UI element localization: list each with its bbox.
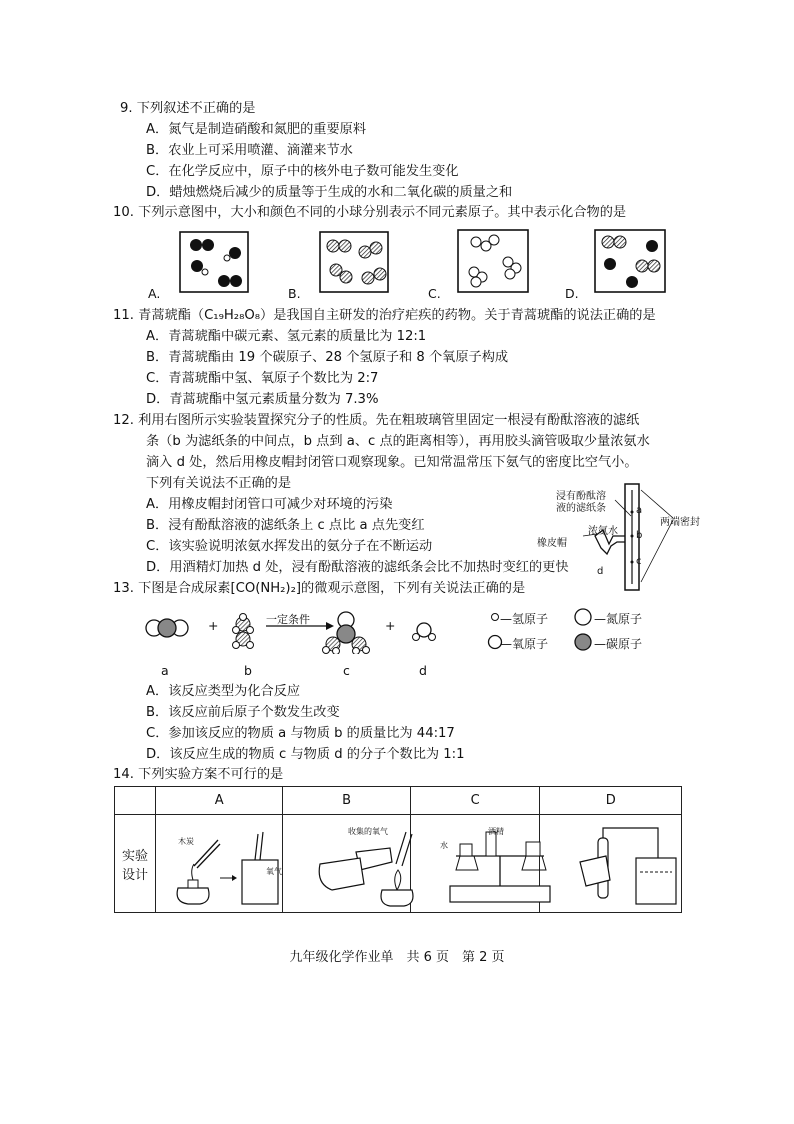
q10-label-b: B. — [288, 286, 301, 301]
q12-stem-line-1: 12. 利用右图所示实验装置探究分子的性质。先在粗玻璃管里固定一根浸有酚酞溶液的滤纸 — [113, 413, 640, 428]
q14-row-label-1: 实验 — [121, 848, 148, 864]
q14-label-oxygen: 氧气 — [266, 867, 282, 876]
q12-label-strip-2: 液的滤纸条 — [556, 503, 606, 514]
q14-col-a: A — [156, 787, 283, 815]
q13-stem: 13. 下图是合成尿素[CO(NH₂)₂]的微观示意图，下列有关说法正确的是 — [113, 581, 526, 596]
q14-col-c: C — [410, 787, 540, 815]
q9-option-c: C．在化学反应中，原子中的核外电子数可能发生变化 — [146, 164, 459, 179]
q13-label-a: a — [161, 663, 169, 678]
q14-label-charcoal: 木炭 — [178, 837, 194, 846]
q10-label-c: C. — [428, 286, 441, 301]
q10-box-c — [458, 230, 528, 292]
q11-stem: 11. 青蒿琥酯（C₁₉H₂₈O₈）是我国自主研发的治疗疟疾的药物。关于青蒿琥酯的说法正确的是 — [113, 308, 656, 323]
q14-corner-cell — [115, 787, 156, 815]
q13-option-d: D．该反应生成的物质 c 与物质 d 的分子个数比为 1:1 — [146, 747, 465, 762]
q12-option-d: D．用酒精灯加热 d 处，浸有酚酞溶液的滤纸条会比不加热时变红的更快 — [146, 560, 569, 575]
q9-stem: 9. 下列叙述不正确的是 — [120, 101, 256, 116]
q9-option-d: D．蜡烛燃烧后减少的质量等于生成的水和二氧化碳的质量之和 — [146, 185, 513, 200]
q14-sketch-d — [580, 828, 676, 904]
q13-legend-hydrogen: —氢原子 — [500, 612, 549, 626]
q13-molecule-d — [413, 623, 436, 641]
page-footer: 九年级化学作业单 共 6 页 第 2 页 — [289, 950, 505, 965]
q10-figure — [140, 222, 680, 302]
q11-option-d: D．青蒿琥酯中氢元素质量分数为 7.3% — [146, 392, 379, 407]
q14-row-label — [115, 815, 156, 913]
q12-label-sealed: 两端密封 — [660, 517, 700, 528]
q12-label-ammonia: 浓氨水 — [588, 526, 618, 537]
q13-option-c: C．参加该反应的物质 a 与物质 b 的质量比为 44:17 — [146, 726, 455, 741]
q11-option-c: C．青蒿琥酯中氢、氧原子个数比为 2:7 — [146, 371, 379, 386]
q14-sketch-b — [319, 832, 413, 906]
q13-legend-carbon: —碳原子 — [594, 637, 643, 651]
q10-box-d — [595, 230, 665, 292]
q12-point-c: c — [636, 556, 642, 567]
q10-label-d: D. — [565, 286, 579, 301]
q12-point-b: b — [636, 530, 643, 541]
q9-option-b: B．农业上可采用喷灌、滴灌来节水 — [146, 143, 353, 158]
q10-stem: 10. 下列示意图中，大小和颜色不同的小球分别表示不同元素原子。其中表示化合物的是 — [113, 205, 627, 220]
q12-option-b: B．浸有酚酞溶液的滤纸条上 c 点比 a 点先变红 — [146, 518, 425, 533]
q13-condition: 一定条件 — [266, 613, 310, 626]
q13-option-a: A．该反应类型为化合反应 — [146, 684, 301, 699]
q13-plus-1: + — [208, 618, 219, 633]
q12-option-c: C．该实验说明浓氨水挥发出的氨分子在不断运动 — [146, 539, 433, 554]
q14-label-alcohol: 酒精 — [488, 827, 504, 836]
q14-stem: 14. 下列实验方案不可行的是 — [113, 767, 284, 782]
q13-molecule-b — [233, 614, 254, 649]
q14-label-water: 水 — [440, 841, 448, 850]
q12-point-a: a — [636, 505, 643, 516]
q14-col-d: D — [540, 787, 682, 815]
q12-stem-line-3: 滴入 d 处，然后用橡皮帽封闭管口观察现象。已知常温常压下氨气的密度比空气小。 — [146, 455, 638, 470]
q14-sketch-c — [450, 832, 550, 902]
q10-box-a — [180, 232, 248, 292]
q13-label-d: d — [419, 663, 427, 678]
q11-option-a: A．青蒿琥酯中碳元素、氢元素的质量比为 12:1 — [146, 329, 427, 344]
q10-label-a: A. — [148, 286, 161, 301]
q12-option-a: A．用橡皮帽封闭管口可减少对环境的污染 — [146, 497, 393, 512]
q12-stem-line-2: 条（b 为滤纸条的中间点，b 点到 a、c 点的距离相等），再用胶头滴管吸取少量浓氨水 — [146, 434, 650, 449]
q12-point-d: d — [597, 566, 604, 577]
q13-legend-nitrogen: —氮原子 — [594, 612, 643, 626]
q12-label-strip-1: 浸有酚酞溶 — [556, 491, 606, 502]
q13-legend-oxygen: —氧原子 — [500, 637, 549, 651]
q13-option-b: B．该反应前后原子个数发生改变 — [146, 705, 340, 720]
q13-plus-2: + — [385, 618, 396, 633]
q10-box-b — [320, 232, 388, 292]
q13-label-c: c — [343, 663, 350, 678]
q14-label-collected-gas: 收集的氧气 — [348, 827, 388, 836]
q9-option-a: A．氮气是制造硝酸和氮肥的重要原料 — [146, 122, 367, 137]
q12-label-cap: 橡皮帽 — [537, 538, 567, 549]
q11-option-b: B．青蒿琥酯由 19 个碳原子、28 个氢原子和 8 个氧原子构成 — [146, 350, 509, 365]
q12-stem-line-4: 下列有关说法不正确的是 — [146, 476, 292, 491]
q13-molecule-c — [323, 612, 370, 654]
q14-sketches — [160, 818, 680, 912]
q14-col-b: B — [283, 787, 411, 815]
q13-molecule-a — [146, 619, 188, 637]
q13-label-b: b — [244, 663, 252, 678]
q14-row-label-2: 设计 — [121, 867, 148, 883]
